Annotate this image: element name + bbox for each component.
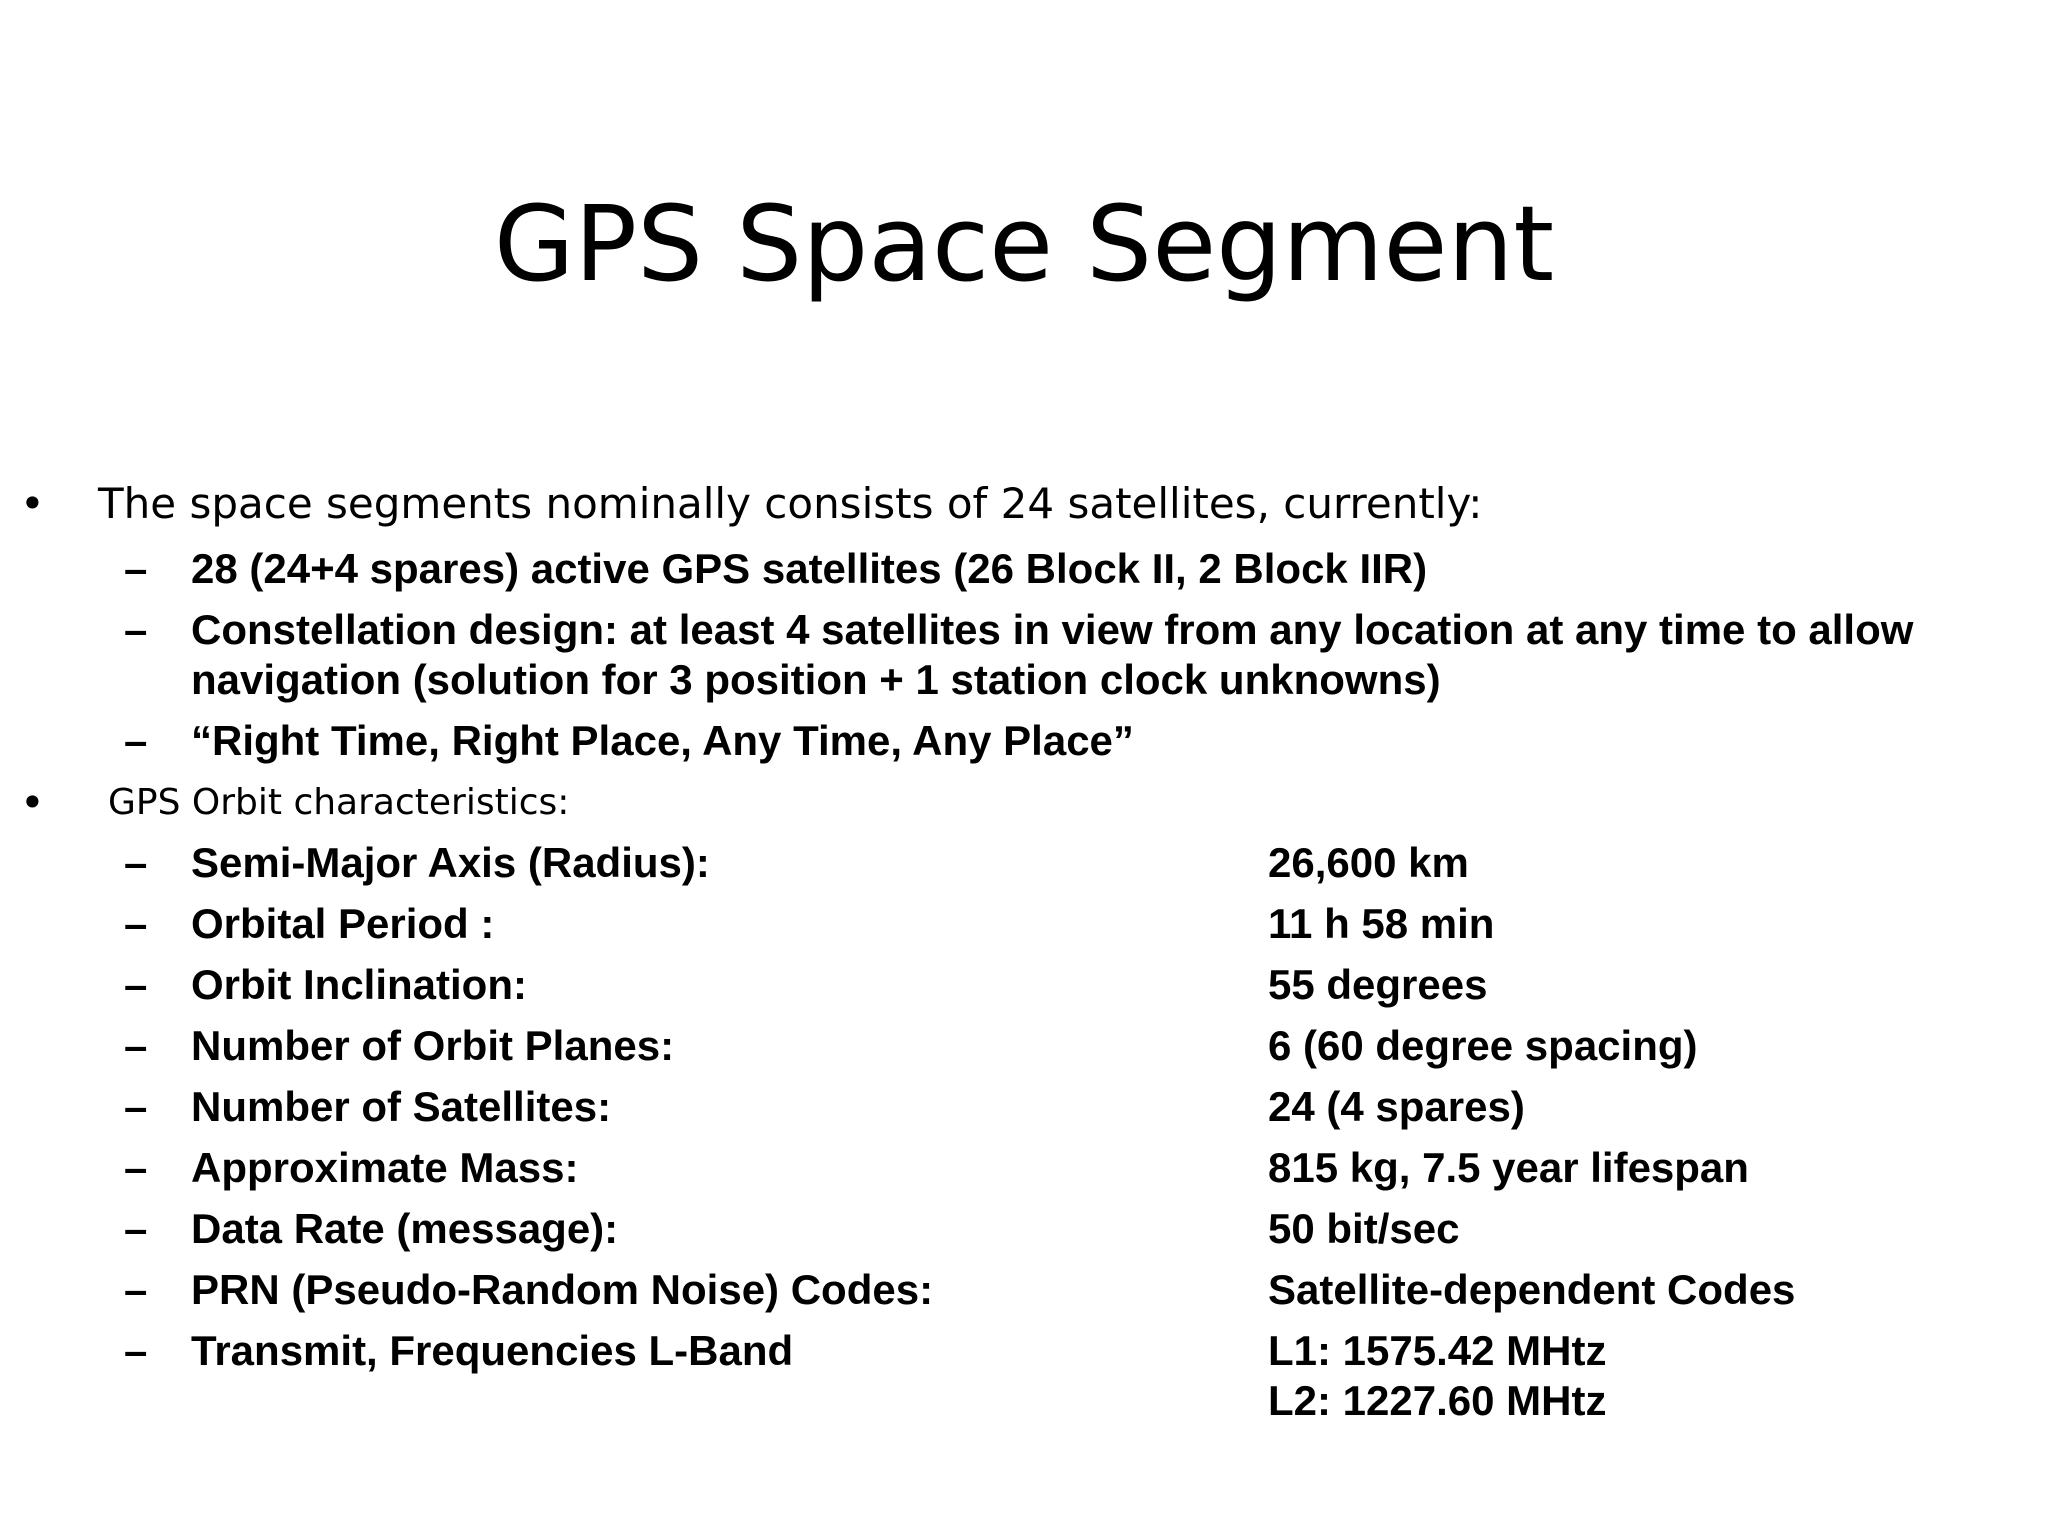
characteristic-label: Data Rate (message): bbox=[191, 1205, 619, 1252]
characteristic-label: Approximate Mass: bbox=[191, 1144, 579, 1191]
frequency-l1: L1: 1575.42 MHtz bbox=[1268, 1327, 1607, 1374]
characteristic-value: 11 h 58 min bbox=[1268, 900, 1495, 947]
characteristic-label: PRN (Pseudo-Random Noise) Codes: bbox=[191, 1266, 934, 1313]
dash-icon: – bbox=[124, 606, 148, 653]
bullet-dot-icon: • bbox=[20, 479, 45, 528]
characteristic-label: Number of Orbit Planes: bbox=[191, 1022, 675, 1069]
dash-icon: – bbox=[124, 545, 148, 592]
characteristic-label: Transmit, Frequencies L-Band bbox=[191, 1327, 794, 1374]
bullet-text: GPS Orbit characteristics: bbox=[108, 782, 570, 823]
dash-icon: – bbox=[124, 1205, 148, 1252]
characteristic-value bbox=[1268, 1326, 1606, 1426]
sub-item-text: “Right Time, Right Place, Any Time, Any Place” bbox=[191, 717, 1134, 764]
characteristic-value: 815 kg, 7.5 year lifespan bbox=[1268, 1144, 1749, 1191]
characteristic-value: Satellite-dependent Codes bbox=[1268, 1266, 1796, 1313]
characteristic-value: 6 (60 degree spacing) bbox=[1268, 1022, 1698, 1069]
bullet-dot-icon: • bbox=[20, 778, 45, 827]
frequency-l2: L2: 1227.60 MHtz bbox=[1268, 1377, 1607, 1424]
characteristic-label: Orbit Inclination: bbox=[191, 961, 527, 1008]
characteristic-label: Orbital Period : bbox=[191, 900, 495, 947]
dash-icon: – bbox=[124, 717, 148, 764]
dash-icon: – bbox=[124, 900, 148, 947]
dash-icon: – bbox=[124, 1083, 148, 1130]
characteristic-label: Semi-Major Axis (Radius): bbox=[191, 839, 710, 886]
bullet-text: The space segments nominally consists of 24 satellites, currently: bbox=[98, 479, 1483, 528]
dash-icon: – bbox=[124, 1327, 148, 1374]
characteristic-value: 55 degrees bbox=[1268, 961, 1488, 1008]
sub-item-text: Constellation design: at least 4 satellites in view from any location at any time to allow navigation (solution for 3 position + 1 station clock unknowns) bbox=[191, 606, 1914, 703]
slide-title: GPS Space Segment bbox=[493, 183, 1555, 305]
characteristic-value: 26,600 km bbox=[1268, 839, 1469, 886]
sub-item-text: 28 (24+4 spares) active GPS satellites (26 Block II, 2 Block IIR) bbox=[191, 545, 1428, 592]
dash-icon: – bbox=[124, 1022, 148, 1069]
characteristic-value: 24 (4 spares) bbox=[1268, 1083, 1525, 1130]
characteristic-value: 50 bit/sec bbox=[1268, 1205, 1460, 1252]
characteristic-label: Number of Satellites: bbox=[191, 1083, 612, 1130]
dash-icon: – bbox=[124, 961, 148, 1008]
dash-icon: – bbox=[124, 1266, 148, 1313]
dash-icon: – bbox=[124, 839, 148, 886]
dash-icon: – bbox=[124, 1144, 148, 1191]
